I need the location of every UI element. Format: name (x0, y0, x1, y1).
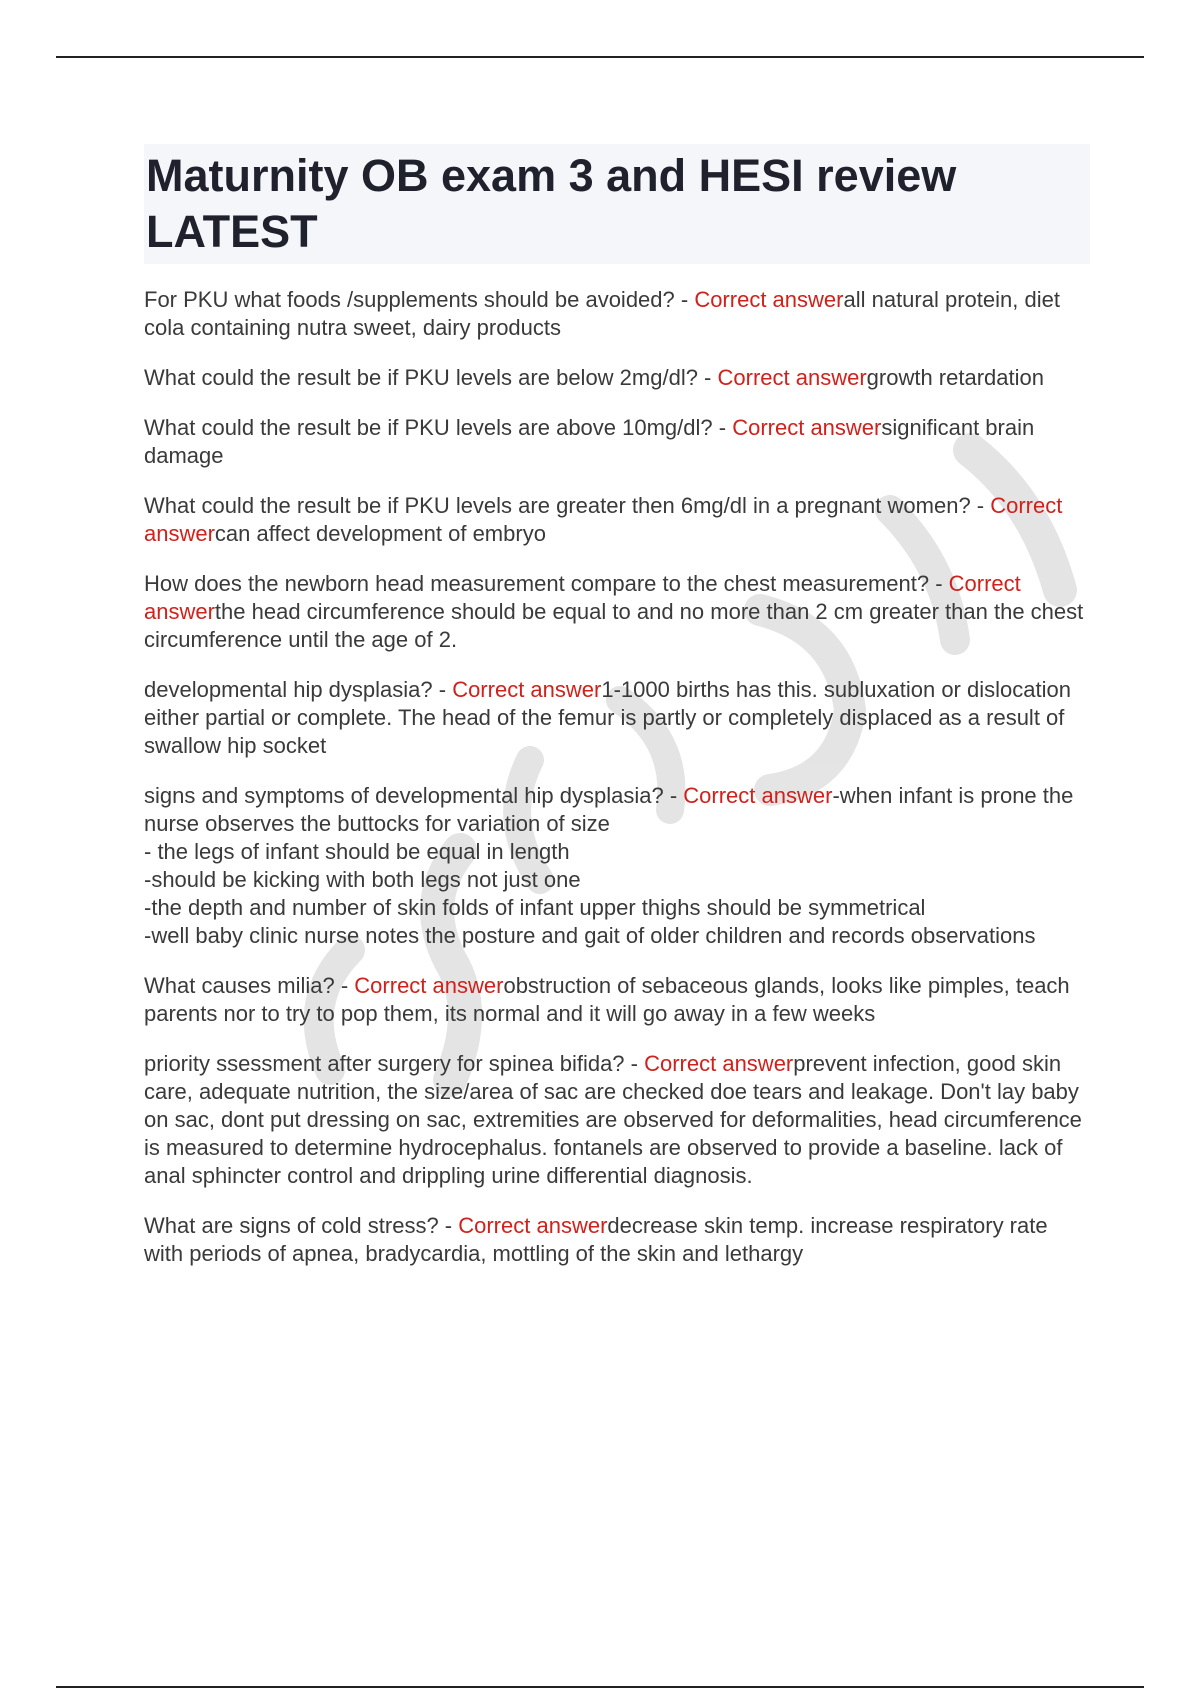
answer-bullet-line: - the legs of infant should be equal in length (144, 839, 570, 864)
qa-item (144, 414, 1090, 470)
correct-answer-label: Correct answer (717, 365, 867, 390)
answer-text: the head circumference should be equal to and no more than 2 cm greater than the chest circumference until the age of 2. (144, 599, 1084, 652)
answer-text: growth retardation (866, 365, 1044, 390)
answer-bullet-line: -the depth and number of skin folds of infant upper thighs should be symmetrical (144, 895, 926, 920)
correct-answer-label: Correct answer (354, 973, 504, 998)
document-body (144, 144, 1090, 1290)
correct-answer-label: Correct answer (144, 493, 1063, 546)
correct-answer-label: Correct answer (452, 677, 602, 702)
answer-text: significant brain damage (144, 415, 1035, 468)
correct-answer-label: Correct answer (458, 1213, 608, 1238)
qa-item (144, 364, 1090, 392)
answer-text: -when infant is prone the nurse observes the buttocks for variation of size (144, 783, 1074, 836)
answer-text: can affect development of embryo (214, 521, 546, 546)
correct-answer-label: Correct answer (644, 1051, 794, 1076)
qa-item (144, 1050, 1090, 1190)
top-rule (56, 56, 1144, 58)
correct-answer-label: Correct answer (683, 783, 833, 808)
answer-bullet-line: -should be kicking with both legs not just one (144, 867, 581, 892)
correct-answer-label: Correct answer (732, 415, 882, 440)
answer-text: decrease skin temp. increase respiratory rate with periods of apnea, bradycardia, mottling of the skin and lethargy (144, 1213, 1048, 1266)
qa-item (144, 492, 1090, 548)
answer-bullet-line: -well baby clinic nurse notes the posture and gait of older children and records observations (144, 923, 1036, 948)
qa-item (144, 1212, 1090, 1268)
bottom-rule (56, 1686, 1144, 1688)
answer-text: obstruction of sebaceous glands, looks like pimples, teach parents nor to try to pop them, its normal and it will go away in a few weeks (144, 973, 1070, 1026)
answer-text: all natural protein, diet cola containing nutra sweet, dairy products (144, 287, 1060, 340)
answer-text: 1-1000 births has this. subluxation or dislocation either partial or complete. The head of the femur is partly or completely displaced as a result of swallow hip socket (144, 677, 1071, 758)
question-text: What causes milia? - (144, 973, 355, 998)
question-text: developmental hip dysplasia? - (144, 677, 453, 702)
qa-item (144, 286, 1090, 342)
document-title: Maturnity OB exam 3 and HESI review LATEST (146, 150, 957, 257)
question-text: How does the newborn head measurement compare to the chest measurement? - (144, 571, 949, 596)
title-banner (144, 144, 1090, 264)
question-text: priority ssessment after surgery for spinea bifida? - (144, 1051, 645, 1076)
qa-item (144, 570, 1090, 654)
correct-answer-label: Correct answer (694, 287, 844, 312)
question-text: What could the result be if PKU levels are above 10mg/dl? - (144, 415, 733, 440)
correct-answer-label: Correct answer (144, 571, 1021, 624)
qa-item (144, 972, 1090, 1028)
qa-list (144, 286, 1090, 1268)
answer-text: prevent infection, good skin care, adequate nutrition, the size/area of sac are checked doe tears and leakage. Don't lay baby on sac, dont put dressing on sac, extremities are observed for deformalities, head circumference is measured to determine hydrocephalus. fontanels are observed to provide a baseline. lack of anal sphincter control and drippling urine differential diagnosis. (144, 1051, 1082, 1188)
question-text: signs and symptoms of developmental hip dysplasia? - (144, 783, 684, 808)
question-text: For PKU what foods /supplements should be avoided? - (144, 287, 695, 312)
qa-item (144, 676, 1090, 760)
question-text: What could the result be if PKU levels are below 2mg/dl? - (144, 365, 718, 390)
question-text: What are signs of cold stress? - (144, 1213, 459, 1238)
qa-item (144, 782, 1090, 950)
question-text: What could the result be if PKU levels are greater then 6mg/dl in a pregnant women? - (144, 493, 991, 518)
